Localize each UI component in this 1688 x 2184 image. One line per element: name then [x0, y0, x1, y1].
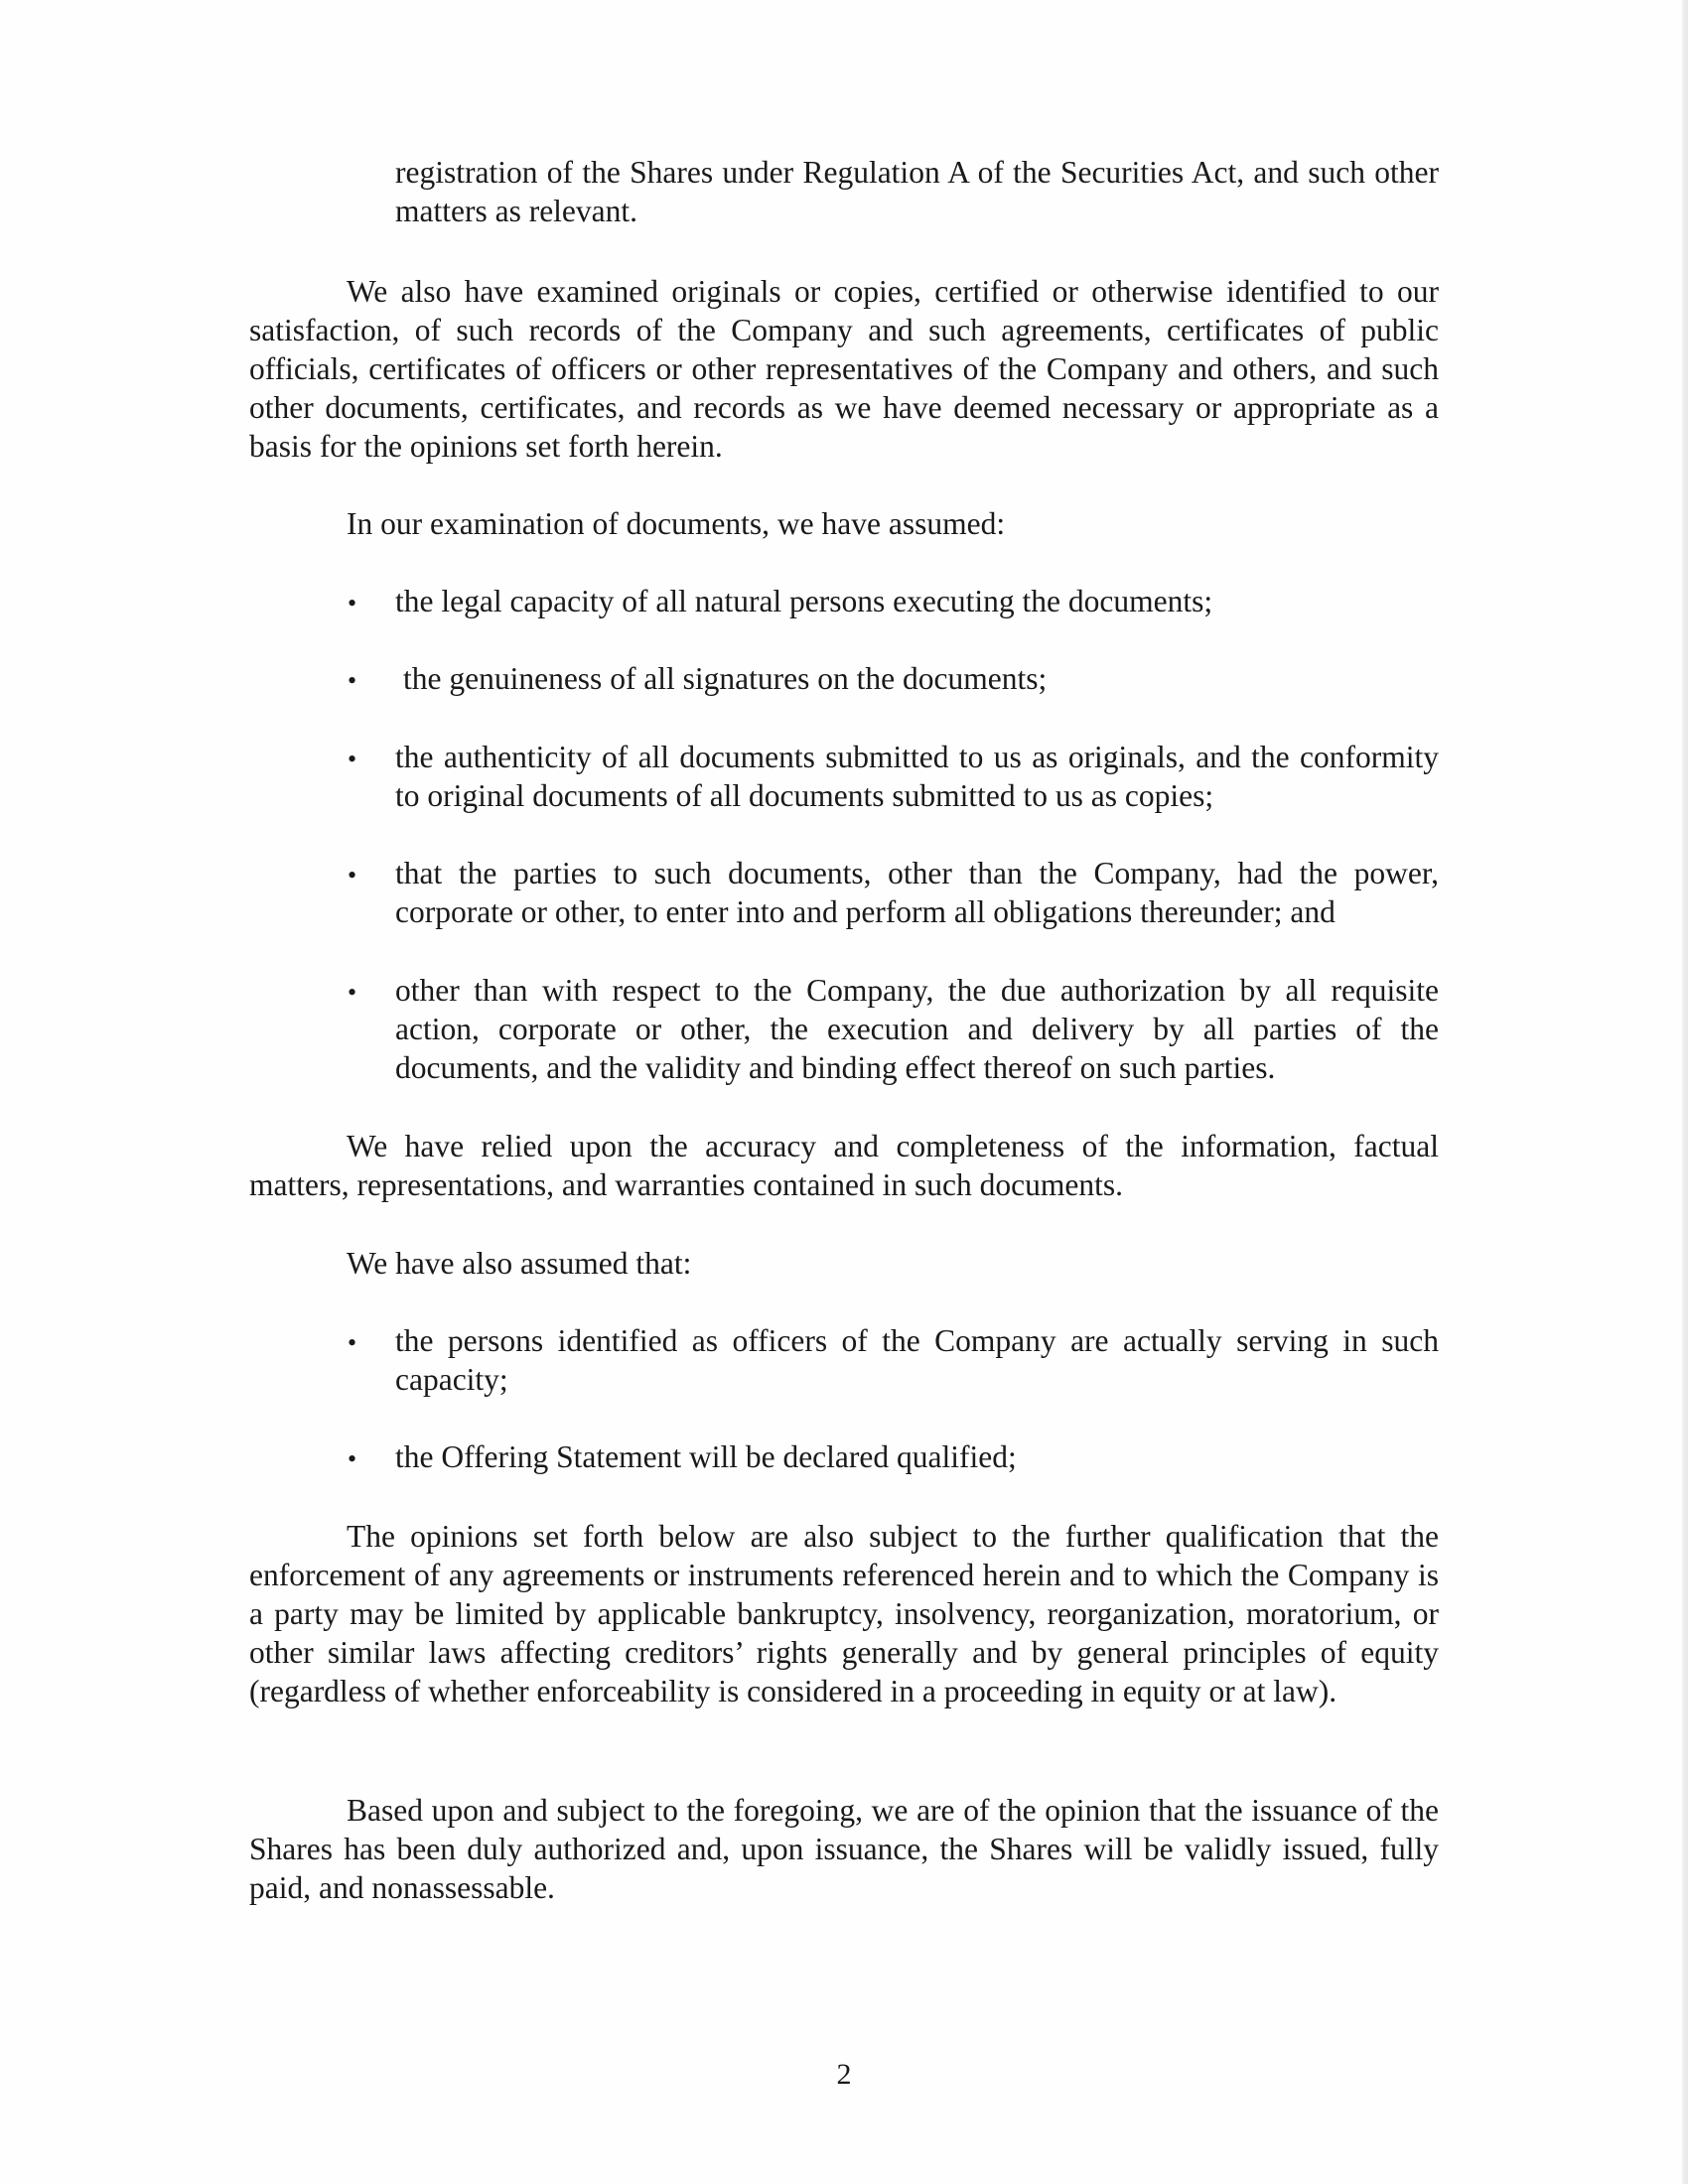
- assumption-item: the legal capacity of all natural persons executing the documents;: [395, 584, 1213, 618]
- bullet-icon: •: [348, 1328, 357, 1357]
- scan-edge: [1682, 0, 1688, 2184]
- opinion-paragraph: Based upon and subject to the foregoing, we are of the opinion that the issuance of the Shares has been duly authorized and, upon issuance, the Shares will be validly issued, fully paid, and nonassessable.: [249, 1793, 1439, 1905]
- assumption-item: the genuineness of all signatures on the documents;: [403, 661, 1048, 696]
- assumption-item: that the parties to such documents, other than the Company, had the power, corporate or other, to enter into and perform all obligations thereunder; and: [395, 856, 1439, 929]
- additional-assumption-item: the persons identified as officers of the Company are actually serving in such capacity;: [395, 1323, 1439, 1397]
- bullet-icon: •: [348, 978, 357, 1007]
- bullet-icon: •: [348, 666, 357, 695]
- bullet-icon: •: [348, 745, 357, 773]
- bullet-icon: •: [348, 861, 357, 889]
- also-assumed-intro: We have also assumed that:: [347, 1246, 692, 1281]
- examined-paragraph: We also have examined originals or copies, certified or otherwise identified to our satisfaction, of such records of the Company and such agreements, certificates of public officials, certificates of officers or other representatives of the Company and others, and such other documents, certificates, and records as we have deemed necessary or appropriate as a basis for the opinions set forth herein.: [249, 274, 1439, 464]
- additional-assumption-item: the Offering Statement will be declared qualified;: [395, 1439, 1017, 1474]
- qualification-paragraph: The opinions set forth below are also subject to the further qualification that the enforcement of any agreements or instruments referenced herein and to which the Company is a party may be limited by applicable bankruptcy, insolvency, reorganization, moratorium, or other similar laws affecting creditors’ rights generally and by general principles of equity (regardless of whether enforceability is considered in a proceeding in equity or at law).: [249, 1519, 1439, 1708]
- bullet-icon: •: [348, 1444, 357, 1473]
- page-number: 2: [836, 2058, 852, 2091]
- relied-paragraph: We have relied upon the accuracy and completeness of the information, factual matters, representations, and warranties contained in such documents.: [249, 1129, 1439, 1202]
- bullet-icon: •: [348, 589, 357, 617]
- assumption-item: the authenticity of all documents submitted to us as originals, and the conformity to original documents of all documents submitted to us as copies;: [395, 740, 1439, 813]
- assumption-item: other than with respect to the Company, the due authorization by all requisite action, corporate or other, the execution and delivery by all parties of the documents, and the validity and binding effect thereof on such parties.: [395, 973, 1439, 1085]
- assumed-intro: In our examination of documents, we have assumed:: [347, 506, 1006, 541]
- continuation-paragraph: registration of the Shares under Regulation A of the Securities Act, and such other matters as relevant.: [395, 155, 1439, 228]
